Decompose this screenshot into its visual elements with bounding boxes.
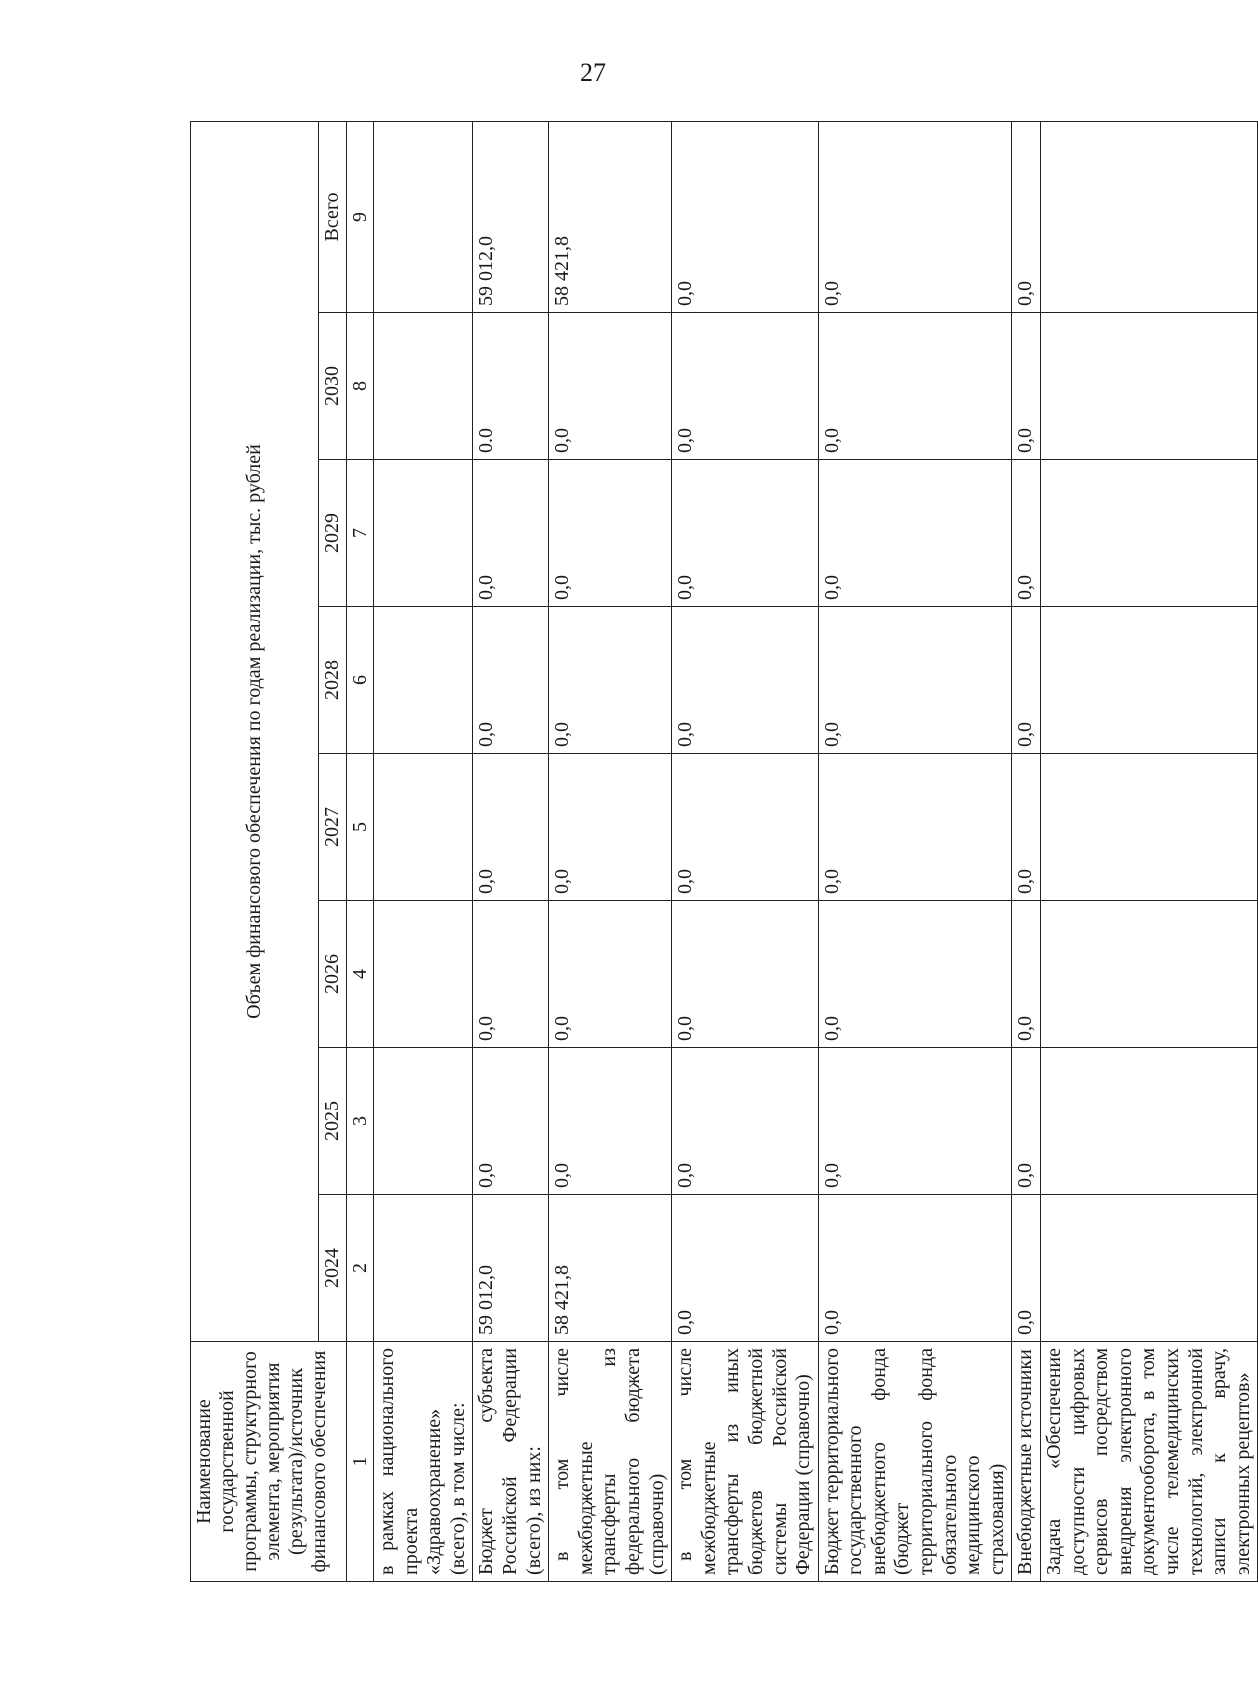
table-cell [374, 607, 473, 754]
row-name: Бюджет субъекта Российской Федерации (всего), из них: [473, 1342, 549, 1582]
table-cell: 58 421,8 [549, 121, 672, 312]
table-cell: 0,0 [549, 313, 672, 460]
table-cell [1041, 1048, 1258, 1195]
table-cell: 0,0 [818, 1195, 1012, 1342]
table-row [374, 121, 473, 1581]
table-cell: 0,0 [672, 754, 819, 901]
row-name: Внебюджетные источники [1012, 1342, 1041, 1582]
header-name-column: Наименование государственной программы, структурного элемента, мероприятия (результата)/источник финансового обеспечения [191, 1342, 347, 1582]
header-year: 2029 [319, 460, 347, 607]
table-cell: 0,0 [672, 460, 819, 607]
table-cell [1041, 121, 1258, 312]
table-cell [374, 460, 473, 607]
row-name: в том числе межбюджетные трансферты из федерального бюджета (справочно) [549, 1342, 672, 1582]
table-cell: 0,0 [1012, 313, 1041, 460]
header-year: 2028 [319, 607, 347, 754]
table-cell: 0,0 [473, 607, 549, 754]
row-name: Бюджет территориального государственного внебюджетного фонда (бюджет территориального фонда обязательного медицинского страхования) [818, 1342, 1012, 1582]
header-year: 2027 [319, 754, 347, 901]
table-cell: 0,0 [672, 1048, 819, 1195]
table-cell: 0.0 [473, 313, 549, 460]
table-row [1012, 121, 1041, 1581]
table-cell [374, 121, 473, 312]
table-cell: 0,0 [672, 901, 819, 1048]
table-row [818, 121, 1012, 1581]
table-cell: 0,0 [818, 754, 1012, 901]
table-cell: 0,0 [473, 901, 549, 1048]
header-year: 2025 [319, 1048, 347, 1195]
table-cell: 0,0 [473, 754, 549, 901]
table-row [473, 121, 549, 1581]
table-cell: 0,0 [549, 754, 672, 901]
table-row [1041, 121, 1258, 1581]
table-cell [374, 1195, 473, 1342]
table-cell: 58 421,8 [549, 1195, 672, 1342]
financing-table [190, 121, 1258, 1582]
table-cell: 0,0 [1012, 607, 1041, 754]
table-row [549, 121, 672, 1581]
table-cell: 0,0 [549, 607, 672, 754]
table-cell: 0,0 [1012, 460, 1041, 607]
header-year: 2026 [319, 901, 347, 1048]
header-volume-title: Объем финансового обеспечения по годам реализации, тыс. рублей [191, 121, 319, 1341]
table-cell [374, 754, 473, 901]
column-number: 7 [347, 460, 374, 607]
table-cell [1041, 607, 1258, 754]
table-cell: 0,0 [1012, 1195, 1041, 1342]
table-cell: 0,0 [473, 1048, 549, 1195]
table-cell: 0,0 [818, 1048, 1012, 1195]
column-number: 5 [347, 754, 374, 901]
header-year: 2030 [319, 313, 347, 460]
column-number: 3 [347, 1048, 374, 1195]
header-year: 2024 [319, 1195, 347, 1342]
column-number: 6 [347, 607, 374, 754]
table-cell: 0,0 [1012, 1048, 1041, 1195]
header-total: Всего [319, 121, 347, 312]
table-cell: 59 012,0 [473, 121, 549, 312]
table-cell [1041, 460, 1258, 607]
column-number: 9 [347, 121, 374, 312]
table-cell [1041, 1195, 1258, 1342]
table-cell [374, 313, 473, 460]
table-cell: 0,0 [672, 121, 819, 312]
row-name: в том числе межбюджетные трансферты из иных бюджетов бюджетной системы Российской Федерации (справочно) [672, 1342, 819, 1582]
column-number: 8 [347, 313, 374, 460]
table-cell: 0,0 [818, 121, 1012, 312]
column-number: 2 [347, 1195, 374, 1342]
rotated-table-container [190, 122, 1254, 1582]
page-number: 27 [580, 58, 606, 87]
table-cell: 0,0 [1012, 901, 1041, 1048]
table-cell [1041, 754, 1258, 901]
table-cell: 0,0 [672, 1195, 819, 1342]
table-cell: 0,0 [1012, 121, 1041, 312]
table-cell [374, 1048, 473, 1195]
row-name: в рамках национального проекта «Здравоохранение» (всего), в том числе: [374, 1342, 473, 1582]
table-cell: 0,0 [549, 1048, 672, 1195]
table-cell: 0,0 [818, 607, 1012, 754]
table-cell: 0,0 [473, 460, 549, 607]
column-number: 4 [347, 901, 374, 1048]
table-cell: 0,0 [549, 901, 672, 1048]
table-cell: 0,0 [1012, 754, 1041, 901]
table-cell [1041, 901, 1258, 1048]
table-cell: 0,0 [672, 607, 819, 754]
column-number: 1 [347, 1342, 374, 1582]
table-cell: 0,0 [549, 460, 672, 607]
table-cell: 59 012,0 [473, 1195, 549, 1342]
row-name: Задача «Обеспечение доступности цифровых сервисов посредством внедрения электронного документооборота, в том числе телемедицинских технологий, электронной записи к врачу, электронных рецептов» [1041, 1342, 1258, 1582]
table-cell: 0,0 [672, 313, 819, 460]
table-row [672, 121, 819, 1581]
table-cell: 0,0 [818, 313, 1012, 460]
table-cell: 0,0 [818, 460, 1012, 607]
table-cell: 0,0 [818, 901, 1012, 1048]
table-cell [374, 901, 473, 1048]
table-cell [1041, 313, 1258, 460]
